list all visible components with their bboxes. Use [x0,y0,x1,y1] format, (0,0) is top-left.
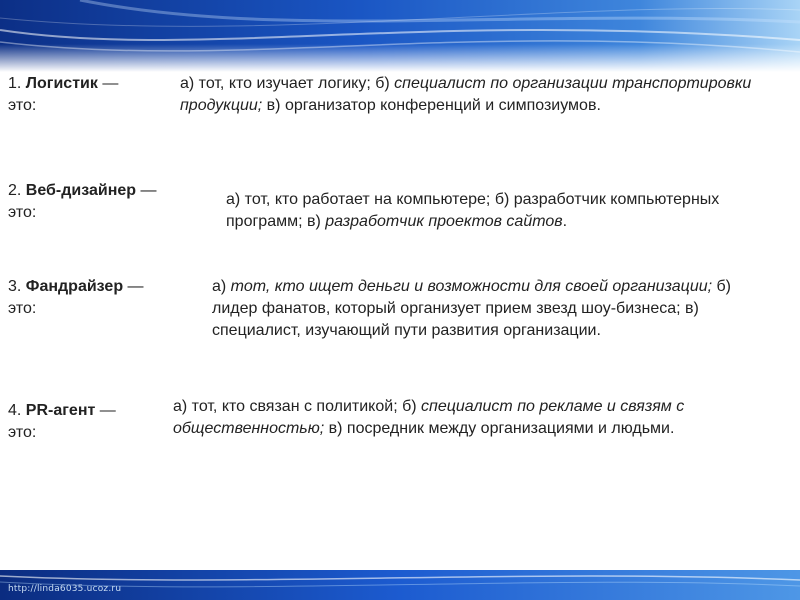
question-1-term [8,73,168,117]
question-4-option-a: а) тот, кто связан с политикой; б) [173,398,422,415]
question-4-dash: — [99,402,116,419]
question-3-option-a: тот, кто ищет деньги и возможности для своей организации; [230,278,713,295]
question-2-definition [226,189,796,233]
question-3-dash: — [127,278,144,295]
question-1-option-c: в) организатор конференций и симпозиумов. [262,97,601,114]
question-1-option-a: а) тот, кто изучает логику; б) [180,75,395,92]
question-3-option-bc: б) лидер фанатов, который организует прием звезд шоу-бизнеса; в) специалист, изучающий пути развития организации. [212,278,731,339]
question-1-number: 1. [8,75,22,92]
question-4-number: 4. [8,402,22,419]
question-4-option-b: специалист по рекламе и связям с общественностью; [173,398,685,437]
question-2-term [8,180,208,224]
question-3-option-a-prefix: а) [212,278,231,295]
question-2-number: 2. [8,182,22,199]
question-4-eto: это: [8,424,37,441]
footer-url: http://linda6035.ucoz.ru [8,584,122,594]
question-3-number: 3. [8,278,22,295]
question-1-dash: — [102,75,119,92]
question-4-option-c: в) посредник между организациями и людьми. [324,420,675,437]
question-3-definition [212,276,772,342]
question-2-option-ab: а) тот, кто работает на компьютере; б) разработчик компьютерных программ; в) [226,191,720,230]
question-4-definition [173,396,793,440]
question-2-eto: это: [8,204,37,221]
question-1-term-name: Логистик [25,75,98,92]
question-1-option-b: специалист по организации транспортировки продукции; [180,75,752,114]
question-4-term [8,400,168,444]
question-3-eto: это: [8,300,37,317]
header-wave-decoration [0,0,800,72]
question-2-dash: — [140,182,157,199]
question-2-period: . [562,213,568,230]
question-2-option-c: разработчик проектов сайтов [325,213,563,230]
question-4-term-name: PR-агент [25,402,96,419]
question-1-definition [180,73,760,117]
question-3-term-name: Фандрайзер [25,278,124,295]
question-1-eto: это: [8,97,37,114]
question-3-term [8,276,198,320]
question-2-term-name: Веб-дизайнер [25,182,137,199]
